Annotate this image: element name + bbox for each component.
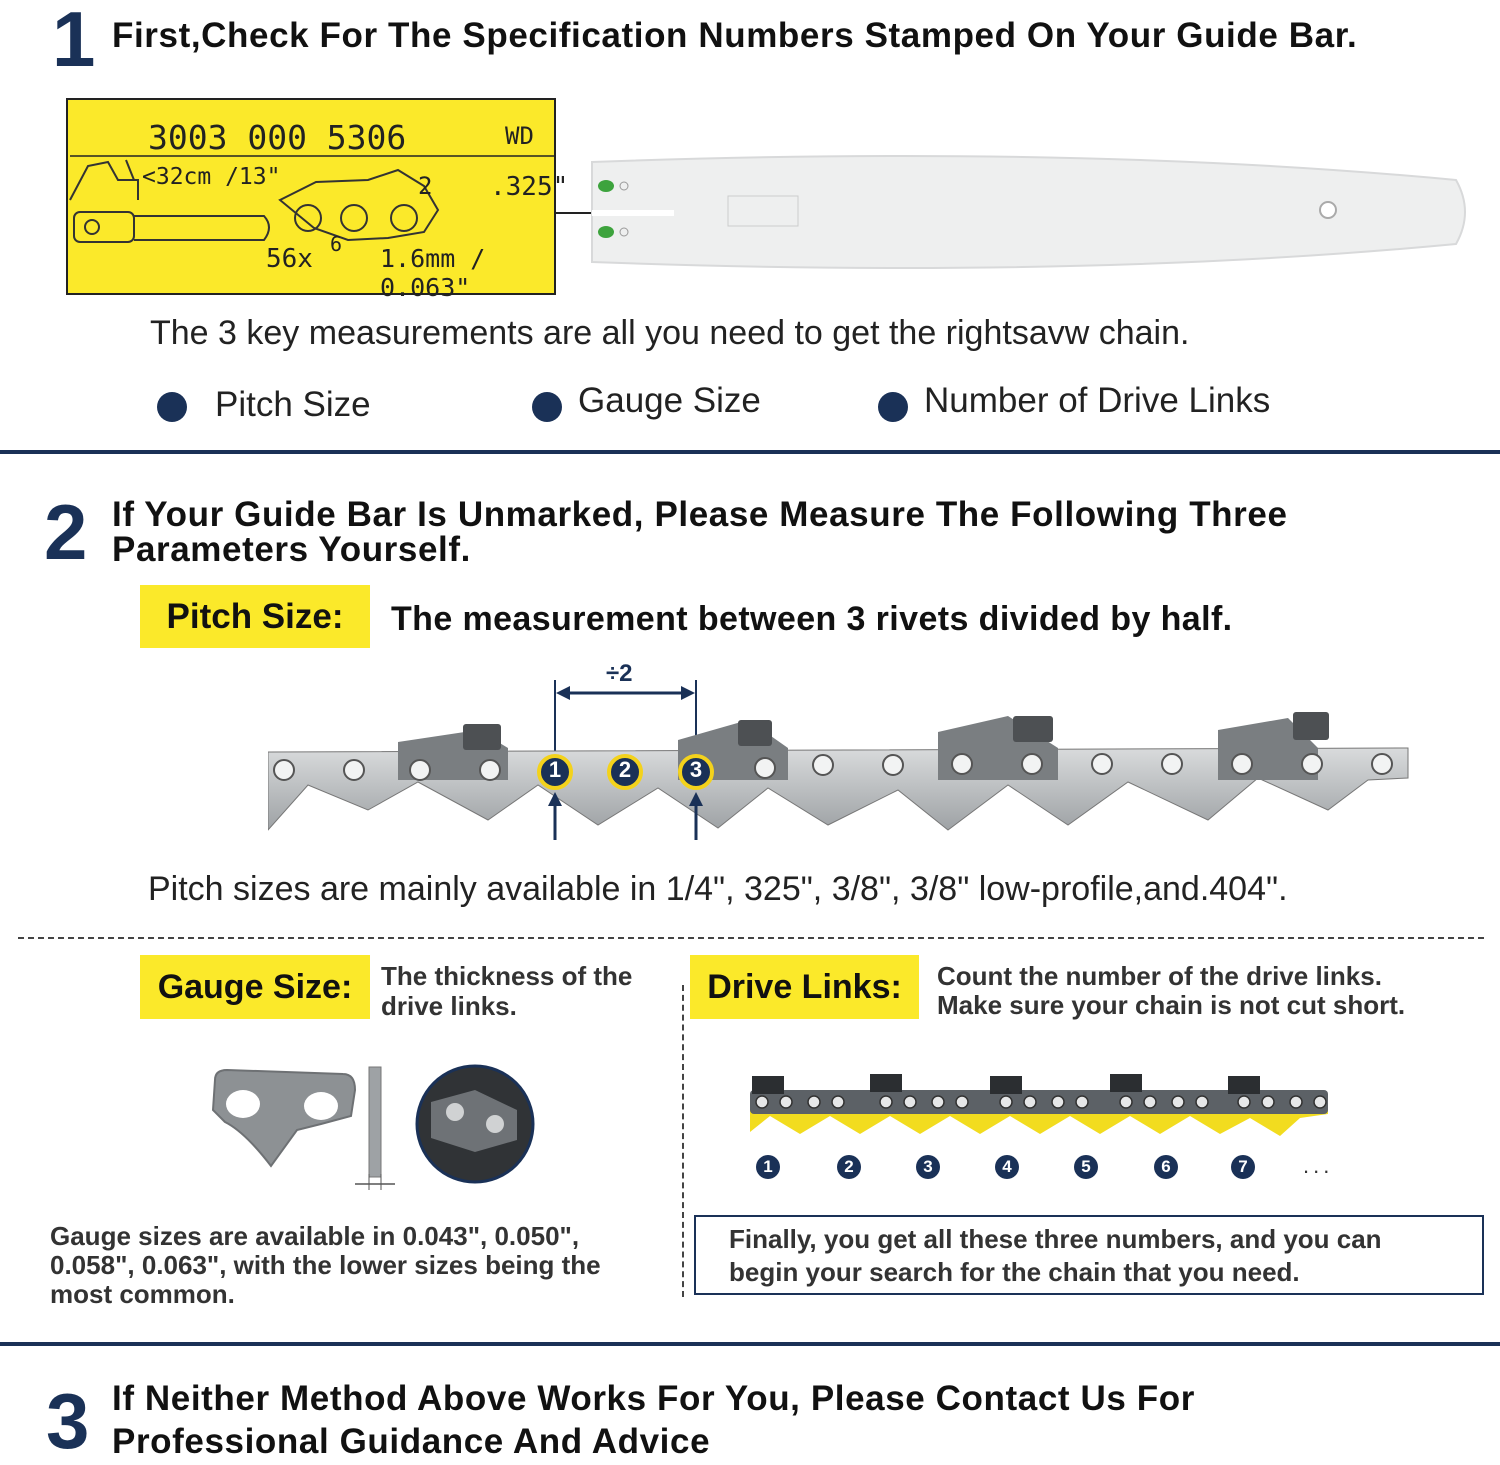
link-number-5: 5 [1074, 1155, 1098, 1179]
step-3-heading-line-2: Professional Guidance And Advice [112, 1422, 711, 1461]
gauge-note-line-1: Gauge sizes are available in 0.043", 0.050", [50, 1221, 580, 1251]
spec-two: 2 [418, 172, 433, 200]
final-note-line-2: begin your search for the chain that you need. [729, 1257, 1300, 1287]
link-number-4: 4 [995, 1155, 1019, 1179]
step-3-number: 3 [46, 1377, 90, 1465]
bullet-gauge-size: Gauge Size [578, 381, 761, 420]
link-counter-row [753, 1155, 1353, 1185]
spec-links: 56x [266, 244, 313, 274]
spec-code: WD [505, 122, 534, 150]
pitch-chain-image [268, 660, 1418, 840]
final-note-box [694, 1215, 1484, 1295]
dashed-divider [18, 937, 1484, 939]
step-2-number: 2 [44, 488, 88, 576]
divide-by-two-label: ÷2 [606, 660, 633, 687]
spec-part-number: 3003 000 5306 [148, 118, 407, 157]
bullet-icon [532, 392, 562, 422]
bullet-pitch-size: Pitch Size [215, 385, 371, 424]
step-2-heading-line-1: If Your Guide Bar Is Unmarked, Please Measure The Following Three [112, 495, 1288, 534]
pitch-size-label: Pitch Size: [140, 585, 370, 648]
drive-links-label: Drive Links: [690, 955, 919, 1019]
spec-pitch: .325" [490, 172, 569, 202]
divider-2 [0, 1342, 1500, 1346]
bullet-drive-links: Number of Drive Links [924, 381, 1271, 420]
gauge-size-label: Gauge Size: [140, 955, 370, 1019]
drive-links-chain-image [750, 1072, 1330, 1142]
step-2-heading-line-2: Parameters Yourself. [112, 530, 471, 569]
step-3-heading-line-1: If Neither Method Above Works For You, Please Contact Us For [112, 1379, 1195, 1418]
link-number-1: 1 [756, 1155, 780, 1179]
spec-length: <32cm /13" [142, 164, 281, 190]
gauge-note-line-3: most common. [50, 1279, 235, 1309]
rivet-number-1: 1 [548, 757, 562, 782]
step-1-intro: The 3 key measurements are all you need to get the rightsavw chain. [150, 314, 1190, 352]
drive-links-desc-line-1: Count the number of the drive links. [937, 961, 1382, 991]
link-number-2: 2 [837, 1155, 861, 1179]
link-number-3: 3 [916, 1155, 940, 1179]
gauge-size-desc-line-2: drive links. [381, 991, 517, 1021]
bullet-icon [878, 392, 908, 422]
spec-six: 6 [330, 232, 343, 256]
link-number-7: 7 [1231, 1155, 1255, 1179]
bullet-icon [157, 392, 187, 422]
rivet-number-3: 3 [689, 757, 703, 782]
divider-1 [0, 450, 1500, 454]
gauge-note-line-2: 0.058", 0.063", with the lower sizes being the [50, 1250, 601, 1280]
gauge-illustration [205, 1062, 545, 1192]
spec-label-plate [66, 98, 569, 302]
pitch-sizes-note: Pitch sizes are mainly available in 1/4", 325", 3/8", 3/8" low-profile,and.404". [148, 870, 1288, 908]
step-1-number: 1 [52, 0, 96, 83]
dashed-vertical-divider [682, 985, 684, 1297]
sprocket-icon [280, 170, 438, 240]
pitch-size-description: The measurement between 3 rivets divided by half. [391, 600, 1233, 638]
link-ellipsis: ... [1303, 1153, 1334, 1178]
step-1-heading: First,Check For The Specification Numbers Stamped On Your Guide Bar. [112, 16, 1358, 55]
final-note-line-1: Finally, you get all these three numbers, and you can [729, 1224, 1382, 1254]
gauge-size-desc-line-1: The thickness of the [381, 961, 633, 991]
spec-gauge: 1.6mm / 0.063" [380, 244, 486, 302]
rivet-number-2: 2 [618, 757, 632, 782]
drive-links-desc-line-2: Make sure your chain is not cut short. [937, 990, 1406, 1020]
link-number-6: 6 [1154, 1155, 1178, 1179]
guide-bar-image [556, 140, 1496, 290]
